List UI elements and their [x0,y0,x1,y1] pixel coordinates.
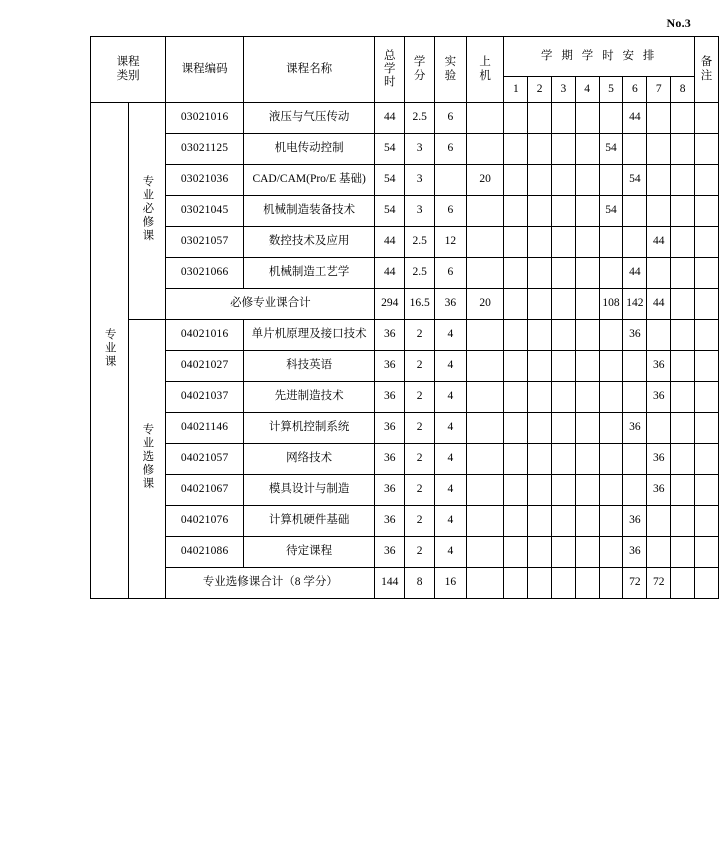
header-credits: 学 分 [405,37,435,103]
cell-experiment: 4 [435,382,467,413]
cell-total-hours: 36 [375,351,405,382]
cell-course-code: 03021016 [166,103,244,134]
cell-computer [466,444,504,475]
cell-computer: 20 [466,165,504,196]
header-experiment: 实 验 [435,37,467,103]
cell-term-7: 36 [647,444,671,475]
cell-course-code: 03021066 [166,258,244,289]
cell-term-8 [671,351,695,382]
cell-term-6 [623,475,647,506]
cell-course-name: 计算机控制系统 [243,413,374,444]
header-term-group: 学 期 学 时 安 排 [504,37,695,77]
cell-term-6 [623,227,647,258]
cell-term-3 [552,227,576,258]
cell-term-4 [575,227,599,258]
table-summary-row [91,289,719,320]
cell-credits: 2 [405,351,435,382]
cell-term-1 [504,196,528,227]
cell-summary-term-4 [575,289,599,320]
cell-term-7 [647,320,671,351]
cell-course-name: 待定课程 [243,537,374,568]
cell-term-8 [671,134,695,165]
cell-term-3 [552,320,576,351]
cell-credits: 2 [405,475,435,506]
cell-term-1 [504,506,528,537]
cell-computer [466,258,504,289]
row-subcategory-elective: 专业选修课 [128,320,166,599]
cell-term-5 [599,351,623,382]
cell-term-1 [504,258,528,289]
cell-summary-credits: 8 [405,568,435,599]
cell-summary-term-1 [504,289,528,320]
cell-experiment: 4 [435,320,467,351]
table-row [91,382,719,413]
cell-term-2 [528,258,552,289]
cell-credits: 2 [405,537,435,568]
cell-term-3 [552,444,576,475]
cell-term-8 [671,103,695,134]
cell-term-5 [599,413,623,444]
cell-term-4 [575,537,599,568]
cell-course-code: 04021146 [166,413,244,444]
cell-course-name: 机电传动控制 [243,134,374,165]
cell-course-code: 04021016 [166,320,244,351]
cell-remark [694,227,718,258]
cell-experiment [435,165,467,196]
cell-remark [694,444,718,475]
table-row [91,444,719,475]
cell-summary-term-6: 72 [623,568,647,599]
cell-term-1 [504,351,528,382]
cell-term-6 [623,444,647,475]
cell-course-name: 数控技术及应用 [243,227,374,258]
header-code: 课程编码 [166,37,244,103]
cell-computer [466,351,504,382]
cell-total-hours: 36 [375,475,405,506]
cell-summary-term-1 [504,568,528,599]
cell-course-name: 液压与气压传动 [243,103,374,134]
cell-term-2 [528,320,552,351]
cell-total-hours: 44 [375,258,405,289]
cell-computer [466,537,504,568]
table-row [91,258,719,289]
cell-term-7 [647,506,671,537]
cell-term-4 [575,382,599,413]
cell-experiment: 6 [435,103,467,134]
cell-term-4 [575,196,599,227]
cell-course-code: 03021036 [166,165,244,196]
table-row [91,413,719,444]
cell-experiment: 4 [435,413,467,444]
cell-term-2 [528,537,552,568]
cell-term-3 [552,506,576,537]
cell-remark [694,258,718,289]
cell-credits: 2 [405,382,435,413]
cell-remark [694,196,718,227]
cell-summary-term-8 [671,568,695,599]
cell-remark [694,320,718,351]
cell-term-3 [552,382,576,413]
cell-term-2 [528,134,552,165]
cell-term-3 [552,413,576,444]
cell-credits: 2.5 [405,227,435,258]
cell-experiment: 6 [435,134,467,165]
cell-total-hours: 36 [375,320,405,351]
cell-course-code: 03021045 [166,196,244,227]
cell-experiment: 12 [435,227,467,258]
cell-computer [466,196,504,227]
cell-term-8 [671,413,695,444]
cell-computer [466,227,504,258]
cell-course-code: 03021125 [166,134,244,165]
cell-term-2 [528,382,552,413]
cell-course-name: 机械制造装备技术 [243,196,374,227]
cell-credits: 3 [405,165,435,196]
cell-term-3 [552,475,576,506]
cell-summary-term-8 [671,289,695,320]
cell-remark [694,506,718,537]
cell-term-6 [623,134,647,165]
course-schedule-table [90,36,719,599]
cell-term-2 [528,103,552,134]
cell-remark [694,382,718,413]
cell-term-7 [647,103,671,134]
cell-computer [466,475,504,506]
cell-term-2 [528,227,552,258]
cell-course-name: 网络技术 [243,444,374,475]
cell-term-5 [599,320,623,351]
cell-credits: 3 [405,196,435,227]
cell-course-code: 04021067 [166,475,244,506]
cell-experiment: 4 [435,351,467,382]
cell-term-6: 36 [623,537,647,568]
cell-term-2 [528,413,552,444]
cell-term-6: 44 [623,103,647,134]
cell-total-hours: 36 [375,444,405,475]
cell-total-hours: 36 [375,413,405,444]
cell-total-hours: 54 [375,165,405,196]
cell-term-7 [647,537,671,568]
cell-term-5 [599,506,623,537]
cell-summary-term-3 [552,289,576,320]
cell-summary-remark [694,289,718,320]
cell-summary-term-2 [528,289,552,320]
cell-credits: 2.5 [405,103,435,134]
cell-term-5: 54 [599,134,623,165]
cell-term-8 [671,165,695,196]
cell-term-5: 54 [599,196,623,227]
cell-term-5 [599,227,623,258]
cell-total-hours: 44 [375,227,405,258]
table-row [91,134,719,165]
course-schedule-table-wrapper [90,36,719,599]
cell-credits: 3 [405,134,435,165]
cell-summary-computer: 20 [466,289,504,320]
header-name: 课程名称 [243,37,374,103]
cell-credits: 2.5 [405,258,435,289]
cell-term-3 [552,351,576,382]
cell-term-4 [575,506,599,537]
cell-experiment: 4 [435,444,467,475]
cell-course-name: 模具设计与制造 [243,475,374,506]
cell-term-5 [599,475,623,506]
cell-term-6: 36 [623,413,647,444]
table-row [91,165,719,196]
cell-term-8 [671,382,695,413]
cell-term-5 [599,537,623,568]
cell-computer [466,320,504,351]
cell-summary-term-2 [528,568,552,599]
cell-term-2 [528,351,552,382]
cell-term-4 [575,165,599,196]
cell-summary-experiment: 16 [435,568,467,599]
cell-term-7 [647,165,671,196]
cell-term-3 [552,103,576,134]
cell-term-2 [528,475,552,506]
cell-course-code: 04021076 [166,506,244,537]
cell-summary-term-3 [552,568,576,599]
cell-term-7: 36 [647,382,671,413]
cell-computer [466,382,504,413]
cell-term-1 [504,134,528,165]
cell-computer [466,413,504,444]
cell-term-6 [623,351,647,382]
table-row [91,103,719,134]
cell-total-hours: 54 [375,134,405,165]
cell-summary-computer [466,568,504,599]
cell-total-hours: 44 [375,103,405,134]
header-term-6: 6 [623,77,647,103]
cell-term-3 [552,134,576,165]
cell-total-hours: 54 [375,196,405,227]
cell-term-1 [504,537,528,568]
page-number: No.3 [666,16,691,30]
cell-remark [694,134,718,165]
cell-term-7 [647,258,671,289]
cell-summary-total-hours: 294 [375,289,405,320]
cell-term-7: 44 [647,227,671,258]
table-row [91,475,719,506]
cell-term-4 [575,320,599,351]
cell-term-6: 36 [623,506,647,537]
cell-credits: 2 [405,413,435,444]
cell-term-2 [528,165,552,196]
cell-term-6: 44 [623,258,647,289]
cell-remark [694,351,718,382]
cell-term-1 [504,227,528,258]
cell-course-code: 04021086 [166,537,244,568]
cell-term-5 [599,382,623,413]
table-header-row-1 [91,37,719,77]
cell-computer [466,103,504,134]
cell-summary-term-5 [599,568,623,599]
cell-term-5 [599,444,623,475]
cell-term-2 [528,506,552,537]
cell-course-name: 科技英语 [243,351,374,382]
cell-experiment: 4 [435,475,467,506]
cell-term-3 [552,165,576,196]
cell-term-1 [504,413,528,444]
cell-summary-term-4 [575,568,599,599]
cell-summary-experiment: 36 [435,289,467,320]
cell-total-hours: 36 [375,537,405,568]
cell-summary-total-hours: 144 [375,568,405,599]
cell-term-1 [504,444,528,475]
cell-term-4 [575,413,599,444]
cell-term-6 [623,382,647,413]
cell-remark [694,413,718,444]
table-row [91,506,719,537]
header-category: 课程 类别 [91,37,166,103]
cell-term-1 [504,103,528,134]
cell-term-6 [623,196,647,227]
cell-total-hours: 36 [375,382,405,413]
cell-term-8 [671,506,695,537]
cell-term-8 [671,475,695,506]
header-term-3: 3 [552,77,576,103]
cell-term-5 [599,103,623,134]
cell-term-2 [528,196,552,227]
header-term-8: 8 [671,77,695,103]
cell-credits: 2 [405,320,435,351]
cell-experiment: 4 [435,537,467,568]
cell-course-code: 04021027 [166,351,244,382]
cell-term-6: 54 [623,165,647,196]
cell-term-8 [671,537,695,568]
cell-experiment: 6 [435,258,467,289]
cell-course-code: 03021057 [166,227,244,258]
cell-experiment: 4 [435,506,467,537]
cell-remark [694,165,718,196]
cell-term-4 [575,444,599,475]
cell-remark [694,103,718,134]
cell-term-3 [552,537,576,568]
header-remark: 备 注 [694,37,718,103]
cell-term-4 [575,103,599,134]
cell-term-8 [671,227,695,258]
cell-remark [694,537,718,568]
cell-summary-term-5: 108 [599,289,623,320]
cell-term-7 [647,196,671,227]
table-row [91,537,719,568]
cell-course-name: CAD/CAM(Pro/E 基础) [243,165,374,196]
cell-term-4 [575,351,599,382]
cell-term-8 [671,320,695,351]
cell-summary-term-7: 72 [647,568,671,599]
cell-term-4 [575,258,599,289]
cell-remark [694,475,718,506]
cell-credits: 2 [405,444,435,475]
cell-term-7 [647,413,671,444]
cell-term-3 [552,196,576,227]
table-row [91,196,719,227]
cell-term-5 [599,165,623,196]
cell-computer [466,506,504,537]
cell-term-3 [552,258,576,289]
row-subcategory-required: 专业必修课 [128,103,166,320]
cell-term-1 [504,320,528,351]
cell-total-hours: 36 [375,506,405,537]
cell-course-code: 04021037 [166,382,244,413]
cell-term-4 [575,475,599,506]
cell-credits: 2 [405,506,435,537]
cell-term-4 [575,134,599,165]
header-term-5: 5 [599,77,623,103]
cell-term-1 [504,382,528,413]
cell-term-1 [504,475,528,506]
cell-experiment: 6 [435,196,467,227]
cell-term-8 [671,258,695,289]
cell-summary-term-7: 44 [647,289,671,320]
table-summary-row [91,568,719,599]
table-row [91,351,719,382]
header-term-7: 7 [647,77,671,103]
header-term-1: 1 [504,77,528,103]
cell-summary-remark [694,568,718,599]
header-term-2: 2 [528,77,552,103]
cell-course-name: 计算机硬件基础 [243,506,374,537]
cell-term-6: 36 [623,320,647,351]
table-row [91,320,719,351]
cell-term-8 [671,444,695,475]
cell-course-name: 先进制造技术 [243,382,374,413]
cell-summary-label: 必修专业课合计 [166,289,375,320]
cell-term-5 [599,258,623,289]
header-total-hours: 总 学 时 [375,37,405,103]
cell-term-1 [504,165,528,196]
header-term-4: 4 [575,77,599,103]
cell-summary-label: 专业选修课合计（8 学分） [166,568,375,599]
header-computer: 上 机 [466,37,504,103]
cell-summary-credits: 16.5 [405,289,435,320]
table-row [91,227,719,258]
cell-term-7 [647,134,671,165]
cell-computer [466,134,504,165]
cell-course-code: 04021057 [166,444,244,475]
cell-term-7: 36 [647,351,671,382]
row-category-major-course: 专业课 [91,103,129,599]
cell-term-2 [528,444,552,475]
cell-course-name: 单片机原理及接口技术 [243,320,374,351]
cell-course-name: 机械制造工艺学 [243,258,374,289]
cell-term-8 [671,196,695,227]
cell-term-7: 36 [647,475,671,506]
cell-summary-term-6: 142 [623,289,647,320]
